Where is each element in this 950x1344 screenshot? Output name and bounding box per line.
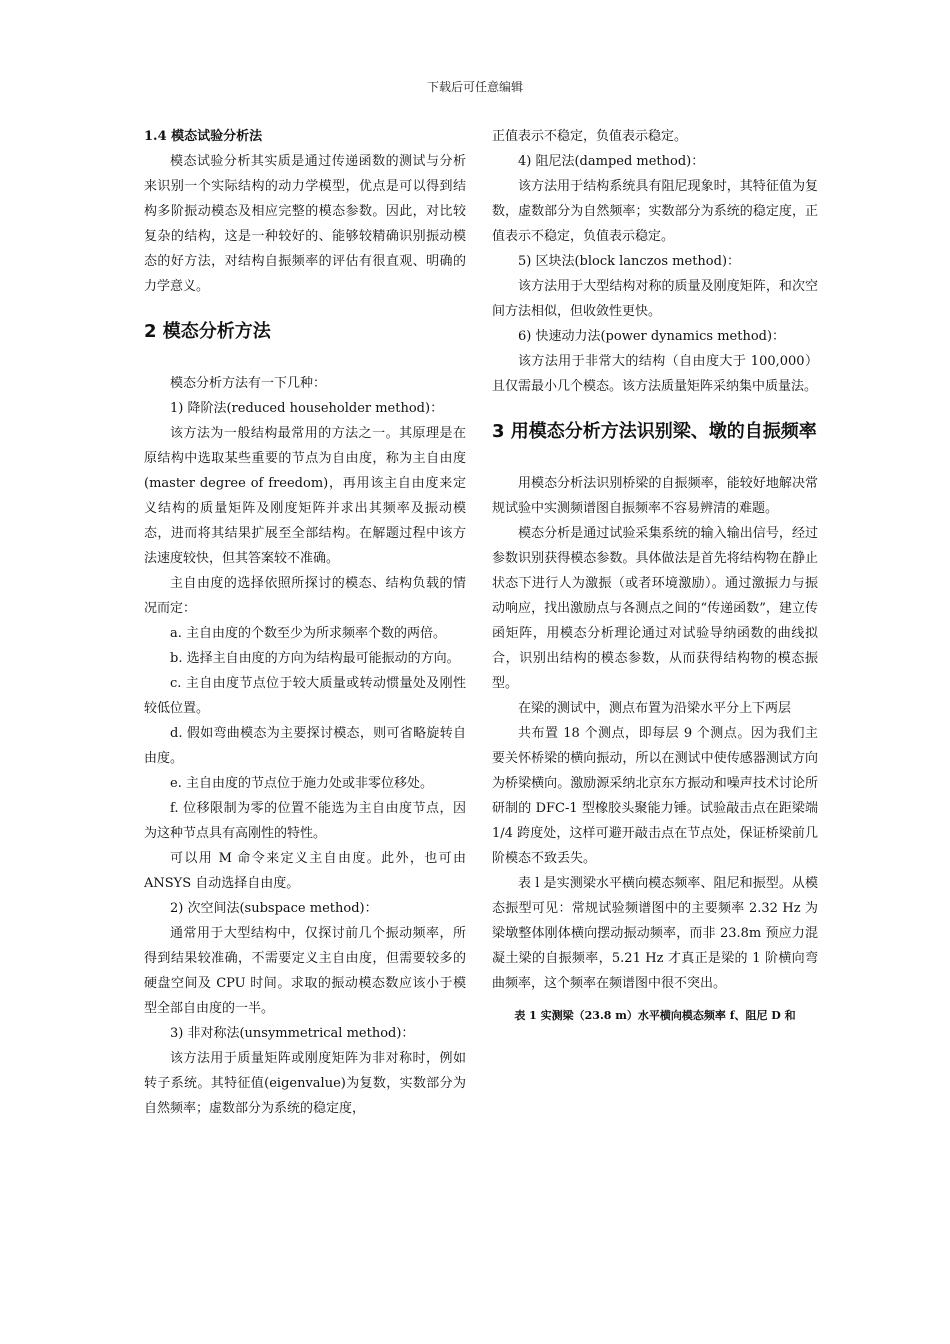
- method-1-title: 1) 降阶法(reduced householder method)：: [170, 401, 444, 416]
- list-item: c. 主自由度节点位于较大质量或转动惯量处及刚性较低位置。: [144, 676, 466, 716]
- section-2-title: 2 模态分析方法: [144, 321, 271, 342]
- paragraph: 在梁的测试中，测点布置为沿梁水平分上下两层: [518, 701, 792, 716]
- paragraph: 正值表示不稳定，负值表示稳定。: [492, 129, 688, 144]
- method-3-title: 3) 非对称法(unsymmetrical method)：: [170, 1026, 415, 1041]
- paragraph: 模态分析方法有一下几种：: [170, 376, 327, 391]
- paragraph: 用模态分析法识别桥梁的自振频率，能较好地解决常规试验中实测频谱图自振频率不容易辨清的难题。: [492, 476, 818, 516]
- right-column: [492, 124, 818, 1026]
- method-6-title: 6) 快速动力法(power dynamics method)：: [518, 329, 786, 344]
- paragraph: 该方法用于非常大的结构（自由度大于 100,000）且仅需最小几个模态。该方法质量矩阵采纳集中质量法。: [492, 354, 818, 394]
- paragraph: 表 l 是实测梁水平横向模态频率、阻尼和振型。从模态振型可见：常规试验频谱图中的主要频率 2.32 Hz 为梁墩整体刚体横向摆动振动频率，而非 23.8m 预应力混凝土梁的自振频率，5.21 Hz 才真正是梁的 1 阶横向弯曲频率，这个频率在频谱图中很不突出。: [492, 876, 818, 991]
- table-caption: 表 1 实测梁（23.8 m）水平横向模态频率 f、阻尼 D 和: [514, 1009, 796, 1022]
- method-5-title: 5) 区块法(block lanczos method)：: [518, 254, 741, 269]
- paragraph: 主自由度的选择依照所探讨的模态、结构负载的情况而定：: [144, 576, 466, 616]
- section-3-title: 3 用模态分析方法识别梁、墩的自振频率: [492, 421, 817, 442]
- paragraph: 共布置 18 个测点，即每层 9 个测点。因为我们主要关怀桥梁的横向振动，所以在测试中使传感器测试方向为桥梁横向。激励源采纳北京东方振动和噪声技术讨论所研制的 DFC-1 型橡胶头聚能力锤。试验敲击点在距梁端 1/4 跨度处，这样可避开敲击点在节点处，保证桥梁前几阶模态不致丢失。: [492, 726, 818, 866]
- list-item: a. 主自由度的个数至少为所求频率个数的两倍。: [170, 626, 447, 641]
- section-1-4-title: 1.4 模态试验分析法: [144, 129, 263, 144]
- paragraph: 该方法用于质量矩阵或刚度矩阵为非对称时，例如转子系统。其特征值(eigenvalue)为复数，实数部分为自然频率；虚数部分为系统的稳定度，: [144, 1051, 466, 1116]
- list-item: f. 位移限制为零的位置不能选为主自由度节点，因为这种节点具有高刚性的特性。: [144, 801, 466, 841]
- paragraph: 模态分析是通过试验采集系统的输入输出信号，经过参数识别获得模态参数。具体做法是首先将结构物在静止状态下进行人为激振（或者环境激励）。通过激振力与振动响应，找出激励点与各测点之间的“传递函数”，建立传函矩阵，用模态分析理论通过对试验导纳函数的曲线拟合，识别出结构的模态参数，从而获得结构物的模态振型。: [492, 526, 818, 691]
- list-item: e. 主自由度的节点位于施力处或非零位移处。: [170, 776, 433, 791]
- list-item: b. 选择主自由度的方向为结构最可能振动的方向。: [170, 651, 460, 666]
- method-2-title: 2) 次空间法(subspace method)：: [170, 901, 378, 916]
- paragraph: 该方法用于大型结构对称的质量及刚度矩阵，和次空间方法相似，但收敛性更快。: [492, 279, 818, 319]
- paragraph: 该方法为一般结构最常用的方法之一。其原理是在原结构中选取某些重要的节点为自由度，称为主自由度(master degree of freedom)，再用该主自由度来定义结构的质量矩阵及刚度矩阵并求出其频率及振动模态，进而将其结果扩展至全部结构。在解题过程中该方法速度较快，但其答案较不准确。: [144, 426, 466, 566]
- page-header: 下载后可任意编辑: [426, 80, 523, 94]
- method-4-title: 4) 阻尼法(damped method)：: [518, 154, 705, 169]
- list-item: d. 假如弯曲模态为主要探讨模态，则可省略旋转自由度。: [144, 726, 466, 766]
- paragraph: 通常用于大型结构中，仅探讨前几个振动频率，所得到结果较准确，不需要定义主自由度，但需要较多的硬盘空间及 CPU 时间。求取的振动模态数应该小于模型全部自由度的一半。: [144, 926, 466, 1016]
- left-column: [144, 124, 466, 1121]
- paragraph: 可以用 M 命令来定义主自由度。此外，也可由 ANSYS 自动选择自由度。: [144, 851, 466, 891]
- paragraph: 该方法用于结构系统具有阻尼现象时，其特征值为复数，虚数部分为自然频率；实数部分为系统的稳定度，正值表示不稳定，负值表示稳定。: [492, 179, 818, 244]
- paragraph: 模态试验分析其实质是通过传递函数的测试与分析来识别一个实际结构的动力学模型，优点是可以得到结构多阶振动模态及相应完整的模态参数。因此，对比较复杂的结构，这是一种较好的、能够较精确识别振动模态的好方法，对结构自振频率的评估有很直观、明确的力学意义。: [144, 154, 466, 294]
